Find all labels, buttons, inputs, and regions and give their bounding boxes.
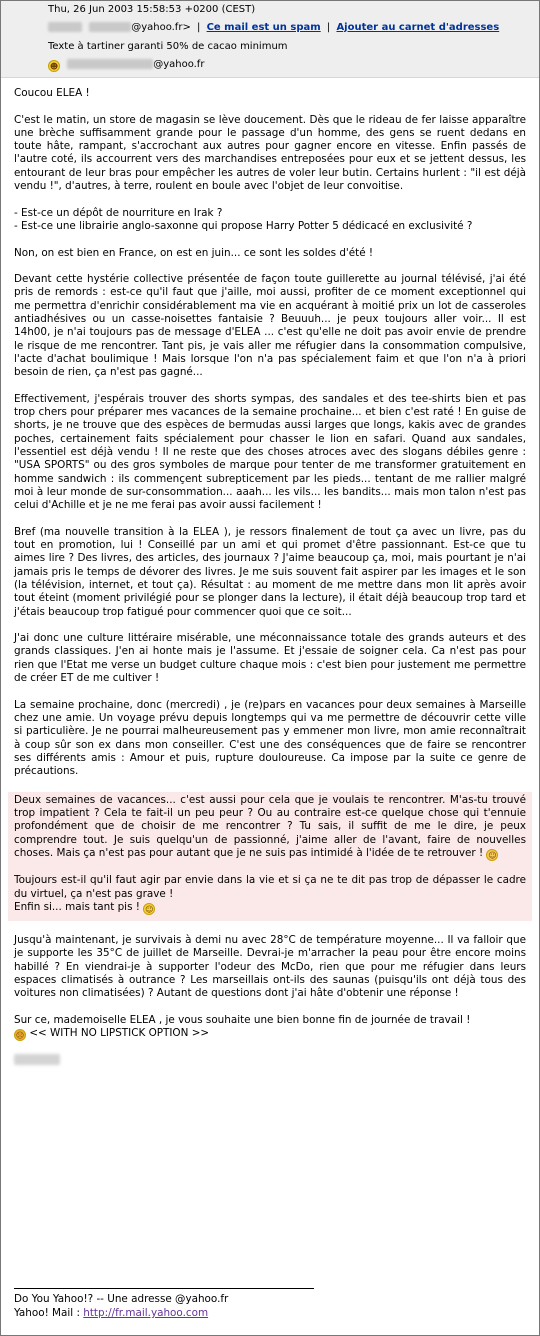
- email-header: Thu, 26 Jun 2003 15:58:53 +0200 (CEST) @yahoo.fr> | Ce mail est un spam | Ajouter au carnet d'adresses Texte à tartiner garanti 50% de cacao minimum ☻ @yahoo.fr: [1, 1, 539, 78]
- highlighted-block: [8, 792, 532, 921]
- angry-smiley-icon: ☹: [15, 1031, 25, 1041]
- signature-line: << WITH NO LIPSTICK OPTION >>: [29, 1027, 210, 1040]
- subject-value: Texte à tartiner garanti 50% de cacao minimum: [48, 41, 288, 52]
- from-name-redacted: [48, 22, 82, 32]
- spam-link[interactable]: Ce mail est un spam: [206, 22, 321, 33]
- wink-smiley-icon: ☺: [488, 850, 497, 860]
- yahoo-mail-link[interactable]: http://fr.mail.yahoo.com: [83, 1307, 209, 1319]
- greeting: Coucou ELEA !: [14, 87, 90, 99]
- paragraph-3: Devant cette hystérie collective présentée de façon toute guillerette au journal télévisé, j'ai été pris de remords : est-ce qu'il faut que j'aille, moi aussi, profiter de ce moment exceptionnel qui me permettra d'enrichir considérablement ma vie en acquérant à moitié prix un lot de casseroles antiadhésives ou un casse-noisettes fantaisie ? Beuuuh... je peux toujours aller voir... Il est 14h00, je n'ai toujours pas de message d'ELEA ... c'est qu'elle ne doit pas avoir envie de prendre le risque de me rencontrer. Tant pis, je vais aller me réfugier dans la consommation compulsive, l'acte d'achat boulimique ! Mais lorsque l'on n'a pas spécialement faim et que l'on n'a à priori besoin de rien, ça n'est pas gagné...: [14, 273, 526, 379]
- question-2: - Est-ce une librairie anglo-saxonne qui propose Harry Potter 5 dédicacé en exclusivité ?: [14, 219, 473, 232]
- paragraph-9a: Toujours est-il qu'il faut agir par envie dans la vie et si ça ne te dit pas trop de dépasser le cadre du virtuel, ça n'est pas grave !: [14, 874, 526, 900]
- paragraph-4: Effectivement, j'espérais trouver des shorts sympas, des sandales et des tee-shirts bien et pas trop chers pour préparer mes vacances de la semaine prochaine... et bien c'est raté ! En guise de shorts, je ne trouve que des espèces de bermudas aussi larges que longs, kakis avec de grandes poches, certainement faits spécialement pour chasser le lion en safari. Quand aux sandales, l'essentiel est déjà vendu ! Il ne reste que des choses atroces avec des slogans débiles genre : "USA SPORTS" ou des gros symboles de marque pour tenter de me transformer gratuitement en homme sandwich : ils commençent subrepticement par les pieds... tentant de me rallier malgré moi à leur monde de sur-consommation... aaah... les vils... les bandits... mais mon talon n'est pas celui d'Achille et je ne me ferai pas avoir aussi facilement !: [14, 392, 526, 512]
- paragraph-5: Bref (ma nouvelle transition à la ELEA ), je ressors finalement de tout ça avec un livre, pas du tout en promotion, lui ! Conseillé par un ami et qui promet d'être passionnant. Est-ce que tu aimes lire ? Des livres, des articles, des journaux ? J'aime beaucoup ça, moi, mais pourtant je n'ai jamais pris le temps de dévorer des livres. Je me suis souvent fait aspirer par les images et le son (la télévision, internet, et tout ça). Résultat : au moment de me mettre dans mon lit après avoir tout éteint (moment privilégié pour se plonger dans la lecture), il était déjà beaucoup trop tard et j'étais beaucoup trop fatigué pour commencer quoi que ce soit...: [14, 525, 526, 618]
- paragraph-6: J'ai donc une culture littéraire misérable, une méconnaissance totale des grands auteurs et des grands classiques. J'en ai honte mais je l'assume. Et j'essaie de soigner cela. Ca n'est pas pour rien que l'Etat me verse un budget culture chaque mois : c'est bien pour justement me permettre de créer ET de me cultiver !: [14, 632, 526, 685]
- footer-divider: [14, 1288, 314, 1289]
- surprised-smiley-icon: ☺: [145, 904, 154, 914]
- paragraph-8: Deux semaines de vacances... c'est aussi pour cela que je voulais te rencontrer. M'as-tu trouvé trop impatient ? Cela te fait-il un peu peur ? Ou au contraire est-ce quelque chose qui t'ennuie profondément que de choisir de me rencontrer ? Tu sais, il suffit de me le dire, je peux comprendre tout. Je suis quelqu'un de passionné, j'aime aller de l'avant, faire de nouvelles choses. Mais ça n'est pas pour autant que je ne suis pas intimidé à l'idée de te retrouver !: [14, 793, 526, 859]
- email-body: [14, 87, 526, 1083]
- paragraph-1: C'est le matin, un store de magasin se lève doucement. Dès que le rideau de fer laisse apparaître une brèche suffisamment grande pour le passage d'un homme, des gens se ruent dedans en toute hâte, rampant, s'accrochant aux autres pour gagner encore en vitesse. Enfin passés de l'autre coté, ils accourrent vers des marchandises entreposées pour eux et se jettent dessus, les entourant de leur bras pour empêcher les autres de voler leur butin. Certains hurlent : "il est déjà vendu !", d'autres, à terre, roulent en boule avec l'objet de leur convoitise.: [14, 113, 526, 193]
- to-user-redacted: [67, 59, 153, 69]
- from-domain: @yahoo.fr>: [131, 22, 191, 33]
- add-to-addressbook-link[interactable]: Ajouter au carnet d'adresses: [336, 22, 500, 33]
- paragraph-10: Jusqu'à maintenant, je survivais à demi nu avec 28°C de température moyenne... Il va falloir que je supporte les 35°C de juillet de Marseille. Devrai-je m'arracher la peau pour être encore moins habillé ? En viendrai-je à supporter l'odeur des McDo, rien que pour me réfugier dans leurs espaces climatisés à outrance ? Les marseillais ont-ils des saunas (puisqu'ils ont déjà tous des voitures non climatisées) ? Autant de questions dont j'ai hâte d'obtenir une réponse !: [14, 934, 526, 1000]
- smiley-icon[interactable]: ☻: [49, 62, 59, 71]
- footer-line-1: Do You Yahoo!? -- Une adresse @yahoo.fr: [14, 1293, 229, 1305]
- paragraph-7: La semaine prochaine, donc (mercredi) , je (re)pars en vacances pour deux semaines à Marseille chez une amie. Un voyage prévu depuis longtemps qui va me permettre de découvrir cette ville si particulière. Je ne pourrai malheureusement pas y emmener mon livre, mon amie reconnaîtrait à coup sûr son ex dans mon conseiller. C'est une des conséquences que de faire se rencontrer ses différents amis : Amour et puis, rupture douloureuse. Ca impose par la suite ce genre de précautions.: [14, 698, 526, 778]
- to-domain: @yahoo.fr: [153, 59, 205, 70]
- paragraph-11: Sur ce, mademoiselle ELEA , je vous souhaite une bien bonne fin de journée de travail !: [14, 1013, 471, 1026]
- paragraph-2: Non, on est bien en France, on est en juin... ce sont les soldes d'été !: [14, 246, 374, 259]
- footer-line-2-label: Yahoo! Mail :: [14, 1307, 84, 1319]
- date-value: Thu, 26 Jun 2003 15:58:53 +0200 (CEST): [48, 4, 256, 15]
- paragraph-9b: Enfin si... mais tant pis !: [14, 900, 140, 913]
- question-1: - Est-ce un dépôt de nourriture en Irak ?: [14, 206, 223, 219]
- yahoo-footer: [14, 1292, 228, 1320]
- signature-redacted: [14, 1054, 60, 1065]
- from-user-redacted: [89, 22, 131, 32]
